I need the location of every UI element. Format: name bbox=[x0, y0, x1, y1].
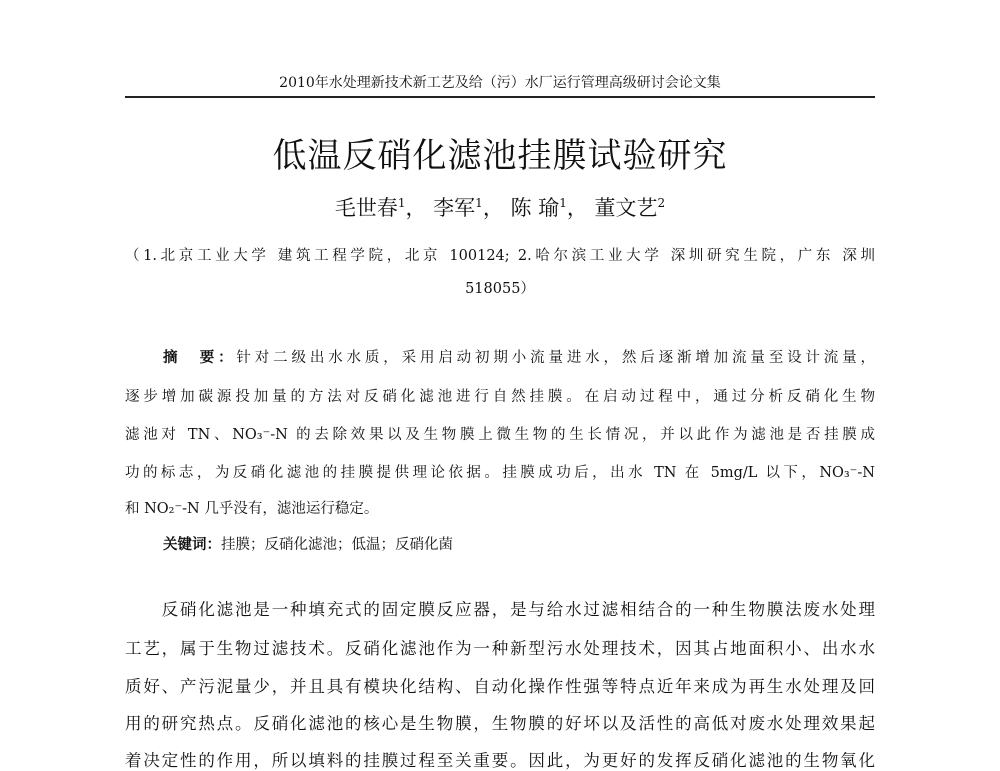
author: 毛世春 bbox=[334, 196, 398, 220]
body-line: 用的研究热点。反硝化滤池的核心是生物膜，生物膜的好坏以及活性的高低对废水处理效果起 bbox=[125, 714, 875, 733]
author-affiliation-mark: 1 bbox=[397, 196, 406, 210]
paper-title: 低温反硝化滤池挂膜试验研究 bbox=[272, 136, 728, 176]
author: 李军 bbox=[433, 196, 476, 220]
body-line: 着决定性的作用，所以填料的挂膜过程至关重要。因此，为更好的发挥反硝化滤池的生物氧化 bbox=[125, 751, 875, 770]
abstract-line: 功的标志，为反硝化滤池的挂膜提供理论依据。挂膜成功后，出水 TN 在 5mg/L 以下，NO₃⁻-N bbox=[125, 465, 875, 481]
affiliation-line: 518055） bbox=[465, 281, 535, 297]
author-affiliation-mark: 2 bbox=[657, 196, 666, 210]
author-affiliation-mark: 1 bbox=[559, 196, 567, 210]
running-head: 2010年水处理新技术新工艺及给（污）水厂运行管理高级研讨会论文集 bbox=[279, 75, 721, 91]
author-affiliation-mark: 1 bbox=[475, 196, 483, 210]
abstract-line: 逐步增加碳源投加量的方法对反硝化滤池进行自然挂膜。在启动过程中，通过分析反硝化生物 bbox=[125, 389, 875, 405]
separator: ， bbox=[405, 196, 427, 220]
header-rule bbox=[125, 96, 875, 98]
separator: ， bbox=[482, 196, 504, 220]
keywords bbox=[125, 533, 875, 554]
body-line: 反硝化滤池是一种填充式的固定膜反应器，是与给水过滤相结合的一种生物膜法废水处理 bbox=[125, 600, 875, 619]
author: 陈 瑜 bbox=[510, 196, 560, 220]
abstract-line: 滤池对 TN、NO₃⁻-N 的去除效果以及生物膜上微生物的生长情况，并以此作为滤池是否挂膜成 bbox=[125, 427, 875, 443]
affiliation-line: （1.北京工业大学 建筑工程学院，北京 100124; 2.哈尔滨工业大学 深圳研究生院，广东 深圳 bbox=[125, 248, 875, 264]
keywords-label: 关键词： bbox=[163, 536, 221, 553]
separator: ， bbox=[566, 196, 588, 220]
author: 董文艺 bbox=[594, 196, 658, 220]
abstract-label: 摘 要： bbox=[163, 349, 237, 366]
keywords-text: 挂膜；反硝化滤池；低温；反硝化菌 bbox=[221, 537, 453, 553]
abstract-text: 针对二级出水水质，采用启动初期小流量进水，然后逐渐增加流量至设计流量， bbox=[236, 350, 875, 366]
abstract-line: 和 NO₂⁻-N 几乎没有，滤池运行稳定。 bbox=[125, 501, 379, 517]
author-list bbox=[125, 192, 875, 222]
body-line: 工艺，属于生物过滤技术。反硝化滤池作为一种新型污水处理技术，因其占地面积小、出水水 bbox=[125, 639, 875, 658]
abstract-line bbox=[125, 346, 875, 367]
body-line: 质好、产污泥量少，并且具有模块化结构、自动化操作性强等特点近年来成为再生水处理及回 bbox=[125, 677, 875, 696]
